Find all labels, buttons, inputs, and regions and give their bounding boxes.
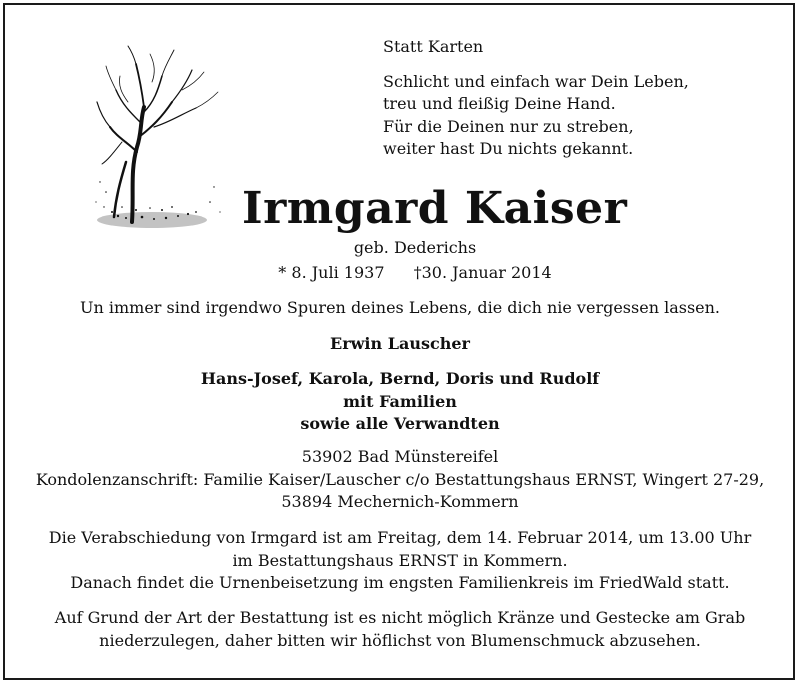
poem-line-4: weiter hast Du nichts gekannt. [383, 139, 634, 158]
mourner-partner: Erwin Lauscher [330, 334, 470, 353]
statt-karten-heading: Statt Karten [383, 37, 484, 56]
deceased-name: Irmgard Kaiser [242, 183, 628, 234]
life-dates [0, 263, 800, 282]
address-block [0, 446, 800, 514]
location-line: 53902 Bad Münstereifel [301, 447, 499, 466]
farewell-line-1: Die Verabschiedung von Irmgard ist am Freitag, dem 14. Februar 2014, um 13.00 Uhr [48, 528, 752, 547]
poem-block [383, 36, 743, 161]
mourners-block [0, 368, 800, 436]
request-block [0, 607, 800, 652]
mourner-families: mit Familien [343, 391, 457, 411]
death-date: †30. Januar 2014 [413, 263, 552, 282]
poem-line-1: Schlicht und einfach war Dein Leben, [383, 71, 689, 91]
poem-line-3: Für die Deinen nur zu streben, [383, 116, 634, 136]
birth-date: * 8. Juli 1937 [278, 263, 385, 282]
condolence-address-line-2: 53894 Mechernich-Kommern [281, 492, 519, 511]
poem-line-2: treu und fleißig Deine Hand. [383, 94, 616, 113]
mourner-children: Hans-Josef, Karola, Bernd, Doris und Rudolf [200, 369, 600, 388]
mourner-relatives: sowie alle Verwandten [300, 414, 500, 433]
memorial-quote: Un immer sind irgendwo Spuren deines Lebens, die dich nie vergessen lassen. [79, 298, 721, 317]
tree-illustration [92, 42, 232, 242]
farewell-line-3: Danach findet die Urnenbeisetzung im engsten Familienkreis im FriedWald statt. [70, 573, 730, 592]
condolence-address-line-1: Kondolenzanschrift: Familie Kaiser/Lauscher c/o Bestattungshaus ERNST, Wingert 27-29, [35, 469, 765, 489]
birth-name: geb. Dederichs [353, 238, 477, 257]
farewell-block [0, 527, 800, 595]
request-line-2: niederzulegen, daher bitten wir höflichst von Blumenschmuck abzusehen. [99, 630, 701, 650]
request-line-1: Auf Grund der Art der Bestattung ist es nicht möglich Kränze und Gestecke am Grab [54, 608, 746, 627]
farewell-line-2: im Bestattungshaus ERNST in Kommern. [232, 550, 568, 570]
